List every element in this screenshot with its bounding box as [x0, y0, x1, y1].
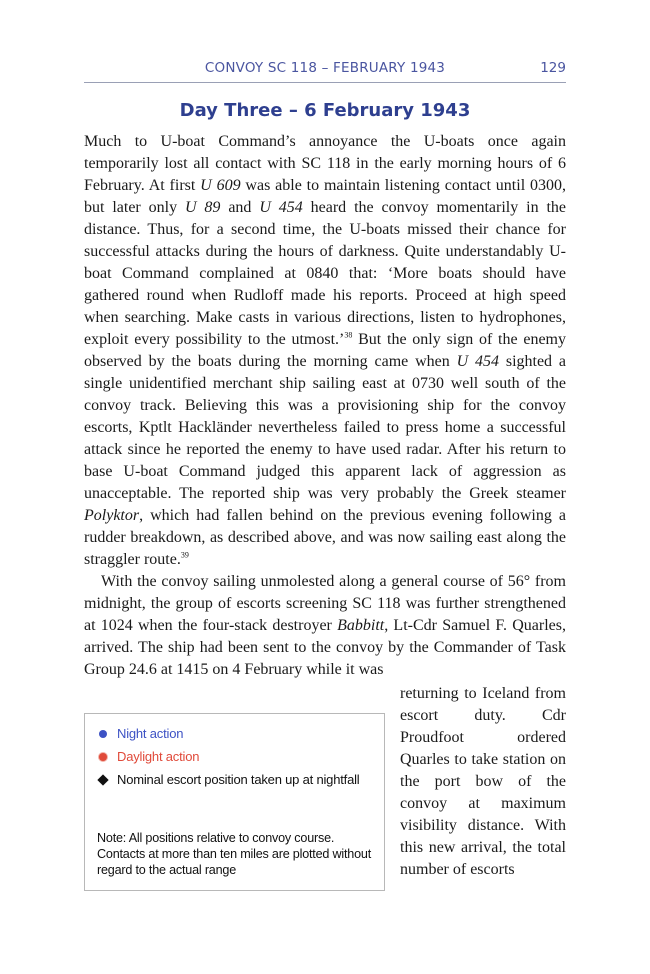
footnote-ref: 39 [180, 550, 189, 560]
section-heading: Day Three – 6 February 1943 [179, 100, 471, 121]
paragraph-2-continuation: returning to Iceland from escort duty. Cdr Proudfoot ordered Quarles to take station on the port bow of the convoy at maximum visibility distance. With this new arrival, the total number of escorts [400, 685, 566, 878]
body-text [84, 131, 566, 681]
legend-label: Nominal escort position taken up at nightfall [117, 772, 360, 787]
text-run: But the only sign of the enemy observed by the boats during the morning came when [84, 331, 567, 370]
footnote-ref: 38 [344, 330, 353, 340]
wrapped-column-text [400, 683, 566, 881]
legend-item-night [97, 726, 183, 741]
running-title: CONVOY SC 118 – FEBRUARY 1943 [204, 60, 446, 76]
uboat-name: U 609 [200, 177, 241, 194]
diamond-icon [97, 776, 109, 784]
ship-name: Babbitt [337, 617, 385, 634]
blue-dot-icon [97, 730, 109, 738]
uboat-name: U 454 [456, 353, 499, 370]
legend-label: Daylight action [117, 749, 200, 764]
uboat-name: U 454 [259, 199, 303, 216]
text-run: , Lt-Cdr Samuel F. Quarles, arrived. The ship had been sent to the convoy by the Commander of Task Group 24.6 at 1415 on 4 February while it was [84, 617, 566, 678]
text-run: was able to maintain listening contact until 0300, but later only [84, 177, 566, 216]
ship-name: Polyktor [84, 507, 140, 524]
map-legend [84, 713, 385, 891]
legend-item-escort [97, 772, 359, 787]
uboat-name: U 89 [184, 199, 221, 216]
page-number: 129 [540, 60, 566, 76]
legend-item-daylight [97, 749, 199, 764]
legend-note: Note: All positions relative to convoy course. Contacts at more than ten miles are plotted without regard to the actual range [97, 831, 372, 877]
legend-label: Night action [117, 726, 184, 741]
running-head [84, 60, 566, 83]
red-dot-icon [97, 753, 109, 761]
text-run: With the convoy sailing unmolested along a general course of 56° from midnight, the group of escorts screening SC 118 was further strengthened at 1024 when the four-stack destroyer [84, 573, 566, 634]
paragraph-1 [84, 131, 566, 571]
text-run: heard the convoy momentarily in the distance. Thus, for a second time, the U-boats missed their chance for successful attacks during the hours of darkness. Quite understandably U-boat Command complained at 0840 that: ‘More boats should have gathered round when Rudloff made his reports. Proceed at high speed when searching. Make casts in various directions, listen to hydrophones, exploit every possibility to the utmost.’ [84, 199, 567, 348]
text-run: Much to U-boat Command’s annoyance the U-boats once again temporarily lost all contact with SC 118 in the early morning hours of 6 February. At first [84, 133, 566, 194]
text-run: sighted a single unidentified merchant ship sailing east at 0730 well south of the convoy track. Believing this was a provisioning ship for the convoy escorts, Kptlt Hackländer nevertheless failed to press home a successful attack since he reported the enemy to have used radar. After his return to base U-boat Command judged this apparent lack of aggression as unacceptable. The reported ship was very probably the Greek steamer [84, 353, 566, 502]
text-run: , which had fallen behind on the previous evening following a rudder breakdown, as described above, and was now sailing east along the straggler route. [84, 507, 566, 568]
text-run: and [220, 199, 260, 216]
paragraph-2 [84, 571, 566, 681]
